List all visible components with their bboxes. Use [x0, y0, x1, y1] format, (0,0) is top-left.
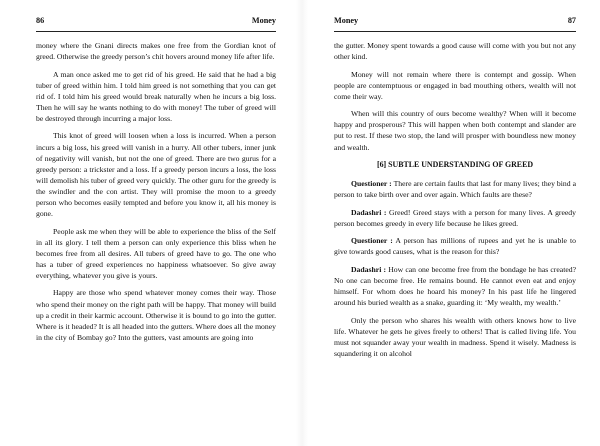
paragraph: People ask me when they will be able to experience the bliss of the Self in all its glory. I tell them a person can only experience this bliss when he becomes free from all desires. All tubers of greed have to go. The one who has a tuber of greed experiences no happiness whatsoever. So give away everything, whatever you give is yours. — [36, 226, 276, 280]
right-page-body — [334, 40, 576, 359]
left-page-body — [36, 40, 276, 343]
dialogue-text: There are certain faults that last for many lives; they bind a person to take birth over and over again. Which faults are these? — [334, 179, 576, 200]
left-page — [36, 0, 276, 446]
book-gutter — [296, 0, 308, 446]
dialogue-text: A person has millions of rupees and yet he is unable to give towards good causes, what is the reason for this? — [334, 236, 576, 257]
paragraph: Happy are those who spend whatever money comes their way. Those who spend their money on the right path will be happy. That money will build up a credit in their karmic account. Otherwise it is bound to go into the gutter. Where is it headed? It is all headed into the gutters. Where does all the money in the city of Bombay go? Into the gutters, vast amounts are going into — [36, 288, 276, 342]
right-page-number: 87 — [567, 16, 576, 25]
dialogue-paragraph — [334, 178, 576, 200]
left-page-number: 86 — [36, 16, 45, 25]
right-page — [334, 0, 576, 446]
paragraph: This knot of greed will loosen when a loss is incurred. When a person incurs a big loss, his greed will vanish in a hurry. All other tubers, inner junk of negativity will vanish, but not the one of greed. There are two gurus for a greedy person: a trickster and a loss. If a greedy person incurs a loss, the loss will demolish his tuber of greed very quickly. The other guru for the greedy is the swindler and the con artist. They will promise the moon to a greedy person who becomes easily tempted and before you know it, all his money is gone. — [36, 131, 276, 219]
dialogue-paragraph — [334, 264, 576, 308]
paragraph: When will this country of ours become wealthy? When will it become happy and prosperous? This will happen when both contempt and slander are put to rest. If these two stop, the land will prosper with boundless new money and wealth. — [334, 109, 576, 152]
speaker-label: Questioner : — [351, 236, 393, 246]
dialogue-paragraph — [334, 207, 576, 229]
paragraph: Only the person who shares his wealth with others knows how to live life. Whatever he gets he gives freely to others! That is called living life. You must not squander away your wealth in madness. Spend it wisely. Madness is squandering it on alcohol — [334, 315, 576, 358]
right-page-header — [334, 15, 576, 32]
paragraph: Money will not remain where there is contempt and gossip. When people are contemptuous or engaged in bad mouthing others, wealth will not come their way. — [334, 69, 576, 101]
right-running-head: Money — [334, 16, 359, 25]
paragraph: money where the Gnani directs makes one free from the Gordian knot of greed. Otherwise the greedy person’s chit hovers around money life after life. — [36, 41, 276, 62]
dialogue-text: How can one become free from the bondage he has created? No one can become free. He remains bound. He cannot even eat and enjoy himself. For whom does he hoard his money? In his past life he lingered around his buried wealth as a snake, guarding it: ‘My wealth, my wealth.’ — [334, 264, 576, 308]
speaker-label: Questioner : — [351, 179, 392, 189]
speaker-label: Dadashri : — [351, 207, 387, 217]
speaker-label: Dadashri : — [351, 264, 387, 274]
paragraph: A man once asked me to get rid of his greed. He said that he had a big tuber of greed within him. I told him greed is not something that you can get rid of. I told him his greed would break naturally when he incurs a big loss. Then he will say he wants nothing to do with money! The tuber of greed will be destroyed through incurring a major loss. — [36, 69, 276, 123]
paragraph: the gutter. Money spent towards a good cause will come with you but not any other kind. — [334, 41, 576, 62]
left-running-head: Money — [251, 16, 276, 25]
left-page-header — [36, 15, 276, 32]
dialogue-paragraph — [334, 235, 576, 257]
section-heading: [6] SUBTLE UNDERSTANDING OF GREED — [376, 160, 534, 170]
dialogue-text: Greed! Greed stays with a person for many lives. A greedy person becomes greedy in every life because he likes greed. — [334, 207, 576, 228]
